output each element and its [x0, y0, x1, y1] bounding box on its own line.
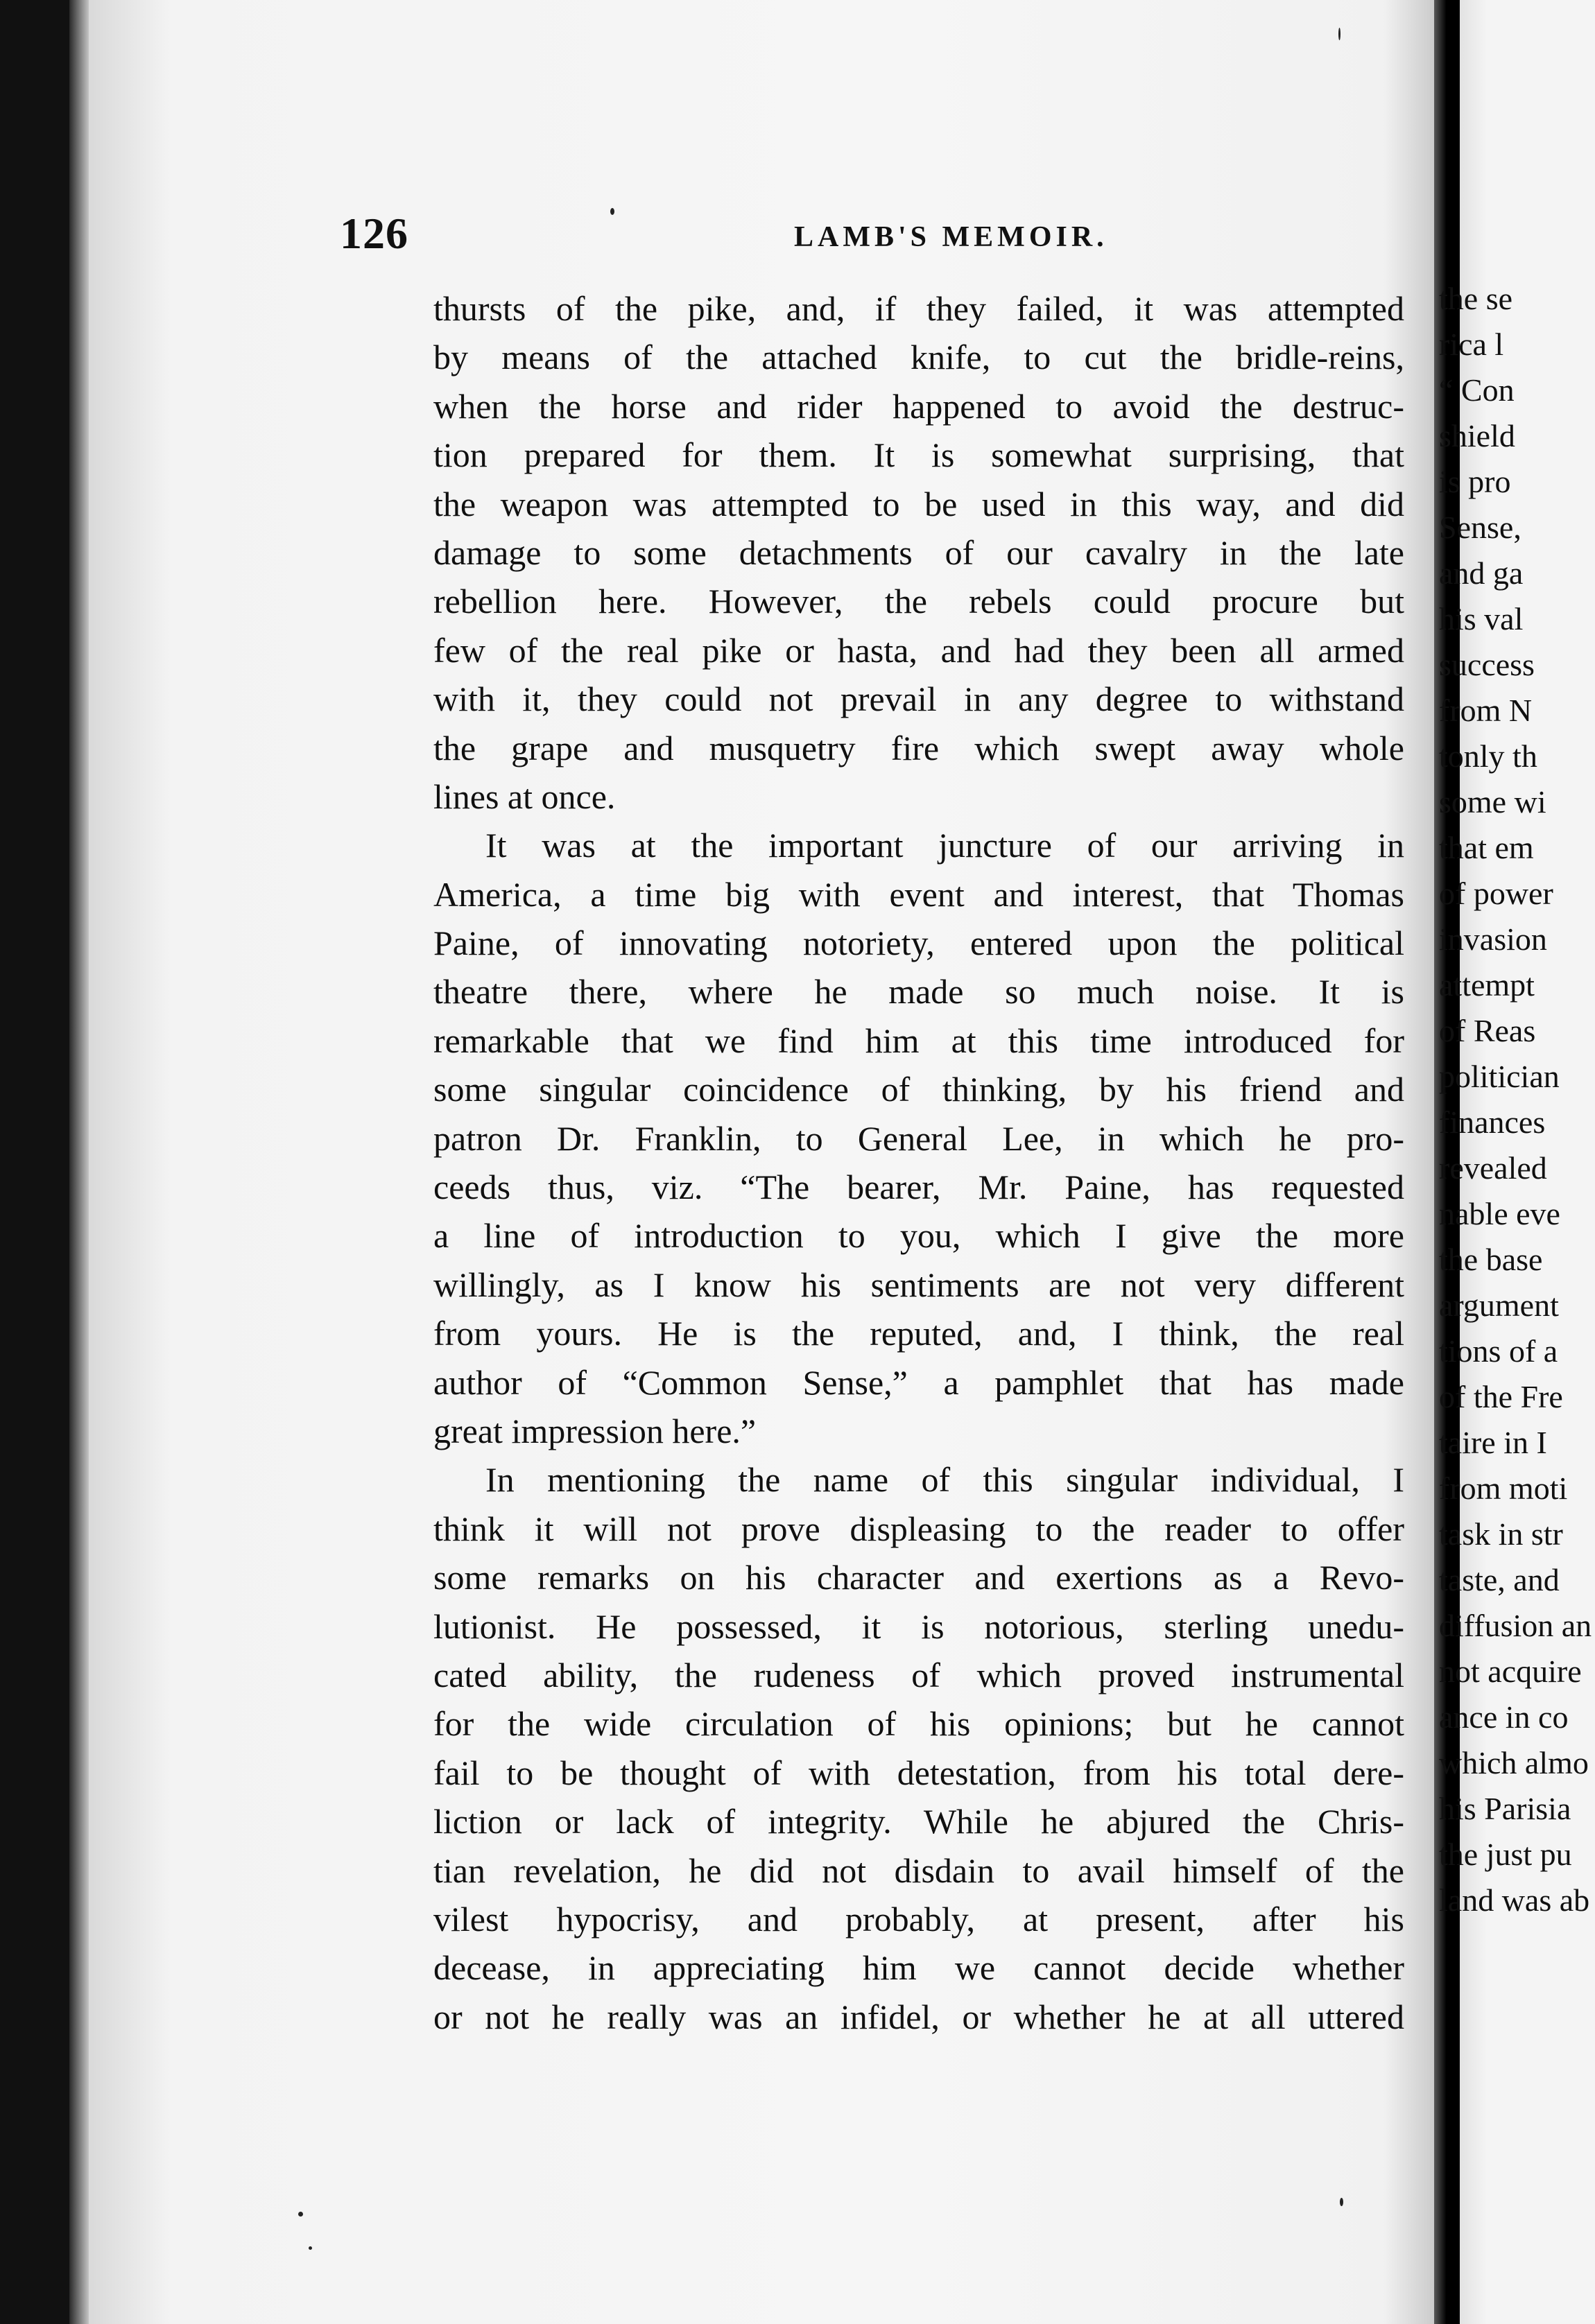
text-line-fragment: of Reas — [1439, 1013, 1536, 1048]
text-line-fragment: the base — [1439, 1242, 1543, 1277]
text-line-fragment: attempt — [1439, 967, 1535, 1003]
running-title: LAMB'S MEMOIR. — [794, 221, 1108, 253]
text-line-fragment: of the Fre — [1439, 1379, 1563, 1414]
text-line-fragment: and ga — [1439, 555, 1524, 591]
scan-speck — [1338, 28, 1340, 40]
right-page-body-text — [1439, 276, 1595, 1923]
text-line-fragment: that em — [1439, 830, 1534, 865]
scan-speck — [309, 2246, 312, 2250]
text-line: some singular coincidence of thinking, by his friend and — [433, 1070, 1404, 1109]
text-line-fragment: politician — [1439, 1059, 1560, 1094]
text-line: with it, they could not prevail in any degree to withstand — [433, 679, 1404, 719]
text-line-fragment: tonly th — [1439, 738, 1537, 774]
text-line-fragment: tions of a — [1439, 1333, 1558, 1369]
text-line: In mentioning the name of this singular individual, I — [485, 1460, 1404, 1500]
text-line: lines at once. — [433, 777, 616, 816]
text-line: Paine, of innovating notoriety, entered upon the political — [433, 923, 1404, 963]
text-line-fragment: his Parisia — [1439, 1791, 1571, 1826]
text-line: cated ability, the rudeness of which proved instrumental — [433, 1655, 1404, 1694]
page-number: 126 — [340, 209, 408, 258]
text-line-fragment: ance in co — [1439, 1699, 1569, 1735]
text-line-fragment: success — [1439, 647, 1535, 682]
text-line: remarkable that we find him at this time introduced for — [433, 1021, 1404, 1060]
text-line-fragment: the se — [1439, 281, 1513, 316]
text-line-fragment: finances — [1439, 1104, 1546, 1140]
text-line-fragment: from moti — [1439, 1471, 1568, 1506]
text-line: theatre there, where he made so much noise. It is — [433, 972, 1404, 1012]
text-line: patron Dr. Franklin, to General Lee, in which he pro- — [433, 1118, 1404, 1158]
text-line-fragment: his val — [1439, 601, 1524, 636]
text-line: author of “Common Sense,” a pamphlet that has made — [433, 1362, 1404, 1402]
scan-speck — [1340, 2198, 1343, 2206]
text-line-fragment: not acquire — [1439, 1654, 1582, 1689]
text-line-fragment: from N — [1439, 693, 1533, 728]
text-line: rebellion here. However, the rebels could procure but — [433, 582, 1404, 621]
text-line-fragment: land was ab — [1439, 1882, 1590, 1918]
text-line: by means of the attached knife, to cut the bridle-reins, — [433, 338, 1404, 377]
text-line: the grape and musquetry fire which swept away whole — [433, 728, 1404, 768]
text-line: or not he really was an infidel, or whether he at all uttered — [433, 1997, 1404, 2036]
text-line: decease, in appreciating him we cannot decide whether — [433, 1948, 1404, 1988]
text-line: liction or lack of integrity. While he abjured the Chris- — [433, 1802, 1404, 1841]
scan-speck — [610, 208, 614, 215]
text-line: damage to some detachments of our cavalry in the late — [433, 532, 1404, 572]
text-line-fragment: diffusion an — [1439, 1608, 1592, 1643]
text-line-fragment: Sense, — [1439, 510, 1521, 545]
text-line-fragment: taire in I — [1439, 1425, 1547, 1460]
text-line: fail to be thought of with detestation, from his total dere- — [433, 1753, 1404, 1792]
text-line: when the horse and rider happened to avoid the destruc- — [433, 386, 1404, 426]
text-line: some remarks on his character and exertions as a Revo- — [433, 1558, 1404, 1597]
text-line-fragment: revealed — [1439, 1150, 1547, 1186]
left-page-body-text — [433, 284, 1404, 2041]
scan-speck — [298, 2212, 303, 2217]
text-line: lutionist. He possessed, it is notorious, sterling unedu- — [433, 1606, 1404, 1646]
text-line: from yours. He is the reputed, and, I think, the real — [433, 1314, 1404, 1353]
text-line-fragment: invasion — [1439, 921, 1547, 957]
text-line-fragment: of power — [1439, 876, 1553, 911]
text-line-fragment: task in str — [1439, 1516, 1563, 1552]
text-line: great impression here.” — [433, 1411, 757, 1450]
text-line: the weapon was attempted to be used in this way, and did — [433, 484, 1404, 523]
text-line: tian revelation, he did not disdain to avail himself of the — [433, 1850, 1404, 1890]
text-line: willingly, as I know his sentiments are not very different — [433, 1265, 1404, 1304]
text-line: for the wide circulation of his opinions; but he cannot — [433, 1704, 1404, 1744]
text-line: few of the real pike or hasta, and had they been all armed — [433, 630, 1404, 670]
text-line-fragment: shield — [1439, 418, 1515, 453]
text-line-fragment: rica l — [1439, 327, 1504, 362]
text-line-fragment: “ Con — [1439, 372, 1515, 408]
text-line: It was at the important juncture of our arriving in — [485, 826, 1404, 865]
text-line: thursts of the pike, and, if they failed, it was attempted — [433, 289, 1404, 328]
text-line: think it will not prove displeasing to the reader to offer — [433, 1509, 1404, 1548]
text-line-fragment: some wi — [1439, 784, 1546, 820]
text-line: tion prepared for them. It is somewhat surprising, that — [433, 435, 1404, 475]
text-line-fragment: argument — [1439, 1287, 1559, 1323]
text-line-fragment: nable eve — [1439, 1196, 1560, 1231]
text-line-fragment: is pro — [1439, 464, 1511, 499]
text-line-fragment: which almo — [1439, 1745, 1589, 1780]
text-line-fragment: taste, and — [1439, 1562, 1560, 1597]
text-line: a line of introduction to you, which I give the more — [433, 1216, 1404, 1256]
text-line: vilest hypocrisy, and probably, at present, after his — [433, 1899, 1404, 1939]
text-line: America, a time big with event and interest, that Thomas — [433, 874, 1404, 914]
text-line-fragment: the just pu — [1439, 1837, 1572, 1872]
text-line: ceeds thus, viz. “The bearer, Mr. Paine, has requested — [433, 1168, 1404, 1207]
